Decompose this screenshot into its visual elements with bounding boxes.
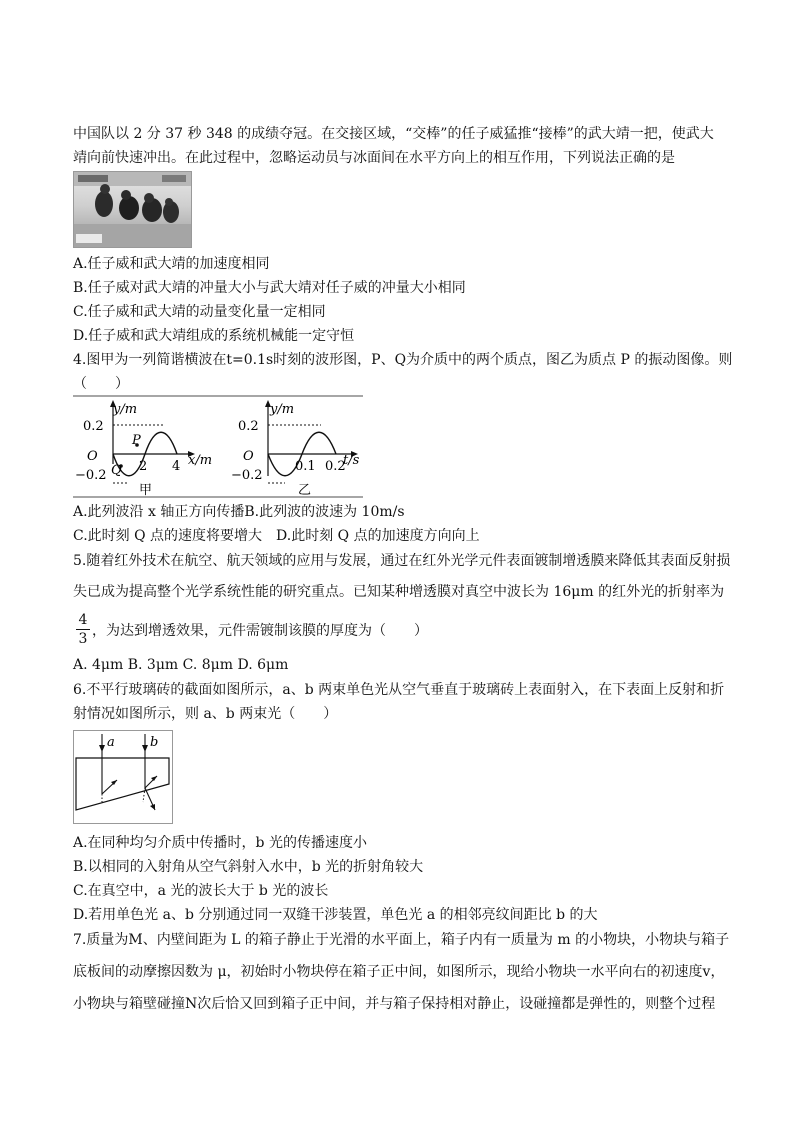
skaters-photo (73, 171, 192, 248)
q3-line1: 中国队以 2 分 37 秒 348 的成绩夺冠。在交接区域，“交棒”的任子威猛推“接棒”的武大靖一把，使武大 (73, 126, 714, 142)
q3-option-b: B.任子威对武大靖的冲量大小与武大靖对任子威的冲量大小相同 (73, 280, 466, 296)
jia-tick-4: 4 (172, 459, 181, 474)
q6-line2: 射情况如图所示，则 a、b 两束光（ ） (73, 706, 338, 722)
jia-tick-2: 2 (139, 459, 148, 474)
q7-line3: 小物块与箱壁碰撞N次后恰又回到箱子正中间，并与箱子保持相对静止，设碰撞都是弹性的，则整个过程 (73, 996, 716, 1012)
jia-ylabel: y/m (113, 402, 138, 417)
wave-graph-jia (75, 400, 212, 498)
q5-fraction-bar (76, 629, 90, 630)
jia-caption: 甲 (139, 483, 153, 498)
q5-fraction (76, 612, 90, 647)
q3-option-d: D.任子威和武大靖组成的系统机械能一定守恒 (73, 328, 355, 344)
jia-xlabel: x/m (188, 453, 213, 468)
yi-xlabel: t/s (343, 453, 360, 468)
q7-line2: 底板间的动摩擦因数为 μ，初始时小物块停在箱子正中间，如图所示，现给小物块一水平向右的初速度v， (73, 964, 725, 980)
ray-a-label: a (107, 735, 115, 750)
q6-option-a: A.在同种均匀介质中传播时，b 光的传播速度小 (73, 835, 367, 851)
glass-brick-figure (73, 730, 173, 824)
q4-options-cd: C.此时刻 Q 点的速度将要增大 D.此时刻 Q 点的加速度方向向上 (73, 528, 480, 544)
ray-b-label: b (150, 735, 159, 750)
jia-q-label: Q (111, 463, 122, 478)
vibration-graph-yi (231, 400, 360, 498)
q3-option-a: A.任子威和武大靖的加速度相同 (73, 256, 270, 272)
yi-origin: O (243, 449, 254, 464)
yi-caption: 乙 (298, 483, 312, 498)
q5-fraction-numerator: 4 (78, 612, 88, 628)
q5-line1: 5.随着红外技术在航空、航天领域的应用与发展，通过在红外光学元件表面镀制增透膜来降低其表面反射损 (73, 553, 731, 569)
yi-neg: −0.2 (231, 468, 263, 483)
q4-options-ab: A.此列波沿 x 轴正方向传播B.此列波的波速为 10m/s (73, 504, 405, 520)
q5-fraction-denominator: 3 (78, 631, 88, 647)
yi-tick-0-2: 0.2 (325, 459, 346, 474)
q6-option-c: C.在真空中，a 光的波长大于 b 光的波长 (73, 883, 329, 899)
jia-neg: −0.2 (75, 468, 107, 483)
jia-p-label: P (132, 433, 141, 448)
yi-pos: 0.2 (238, 419, 259, 434)
q3-line2: 靖向前快速冲出。在此过程中，忽略运动员与冰面间在水平方向上的相互作用，下列说法正确的是 (73, 150, 675, 166)
jia-origin: O (87, 449, 98, 464)
q6-option-d: D.若用单色光 a、b 分别通过同一双缝干涉装置，单色光 a 的相邻亮纹间距比 b 的大 (73, 907, 598, 923)
q5-line3: ，为达到增透效果，元件需镀制该膜的厚度为（ ） (92, 623, 428, 639)
q6-line1: 6.不平行玻璃砖的截面如图所示，a、b 两束单色光从空气垂直于玻璃砖上表面射入，在下表面上反射和折 (73, 682, 725, 698)
q5-options: A. 4μm B. 3μm C. 8μm D. 6μm (73, 657, 289, 673)
q5-line2: 失已成为提高整个光学系统性能的研究重点。已知某种增透膜对真空中波长为 16μm 的红外光的折射率为 (73, 584, 725, 600)
q4-line1: 4.图甲为一列简谐横波在t=0.1s时刻的波形图，P、Q为介质中的两个质点，图乙为质点 P 的振动图像。则 (73, 352, 733, 368)
q6-option-b: B.以相同的入射角从空气斜射入水中，b 光的折射角较大 (73, 859, 424, 875)
q3-option-c: C.任子威和武大靖的动量变化量一定相同 (73, 304, 326, 320)
jia-pos: 0.2 (83, 419, 104, 434)
q4-blank: （ ） (73, 376, 129, 392)
wave-figures (73, 394, 363, 498)
yi-ylabel: y/m (270, 402, 295, 417)
skaters-photo-drawing (74, 172, 191, 247)
q7-line1: 7.质量为M、内壁间距为 L 的箱子静止于光滑的水平面上，箱子内有一质量为 m 的小物块，小物块与箱子 (73, 932, 730, 948)
yi-tick-0-1: 0.1 (295, 459, 316, 474)
